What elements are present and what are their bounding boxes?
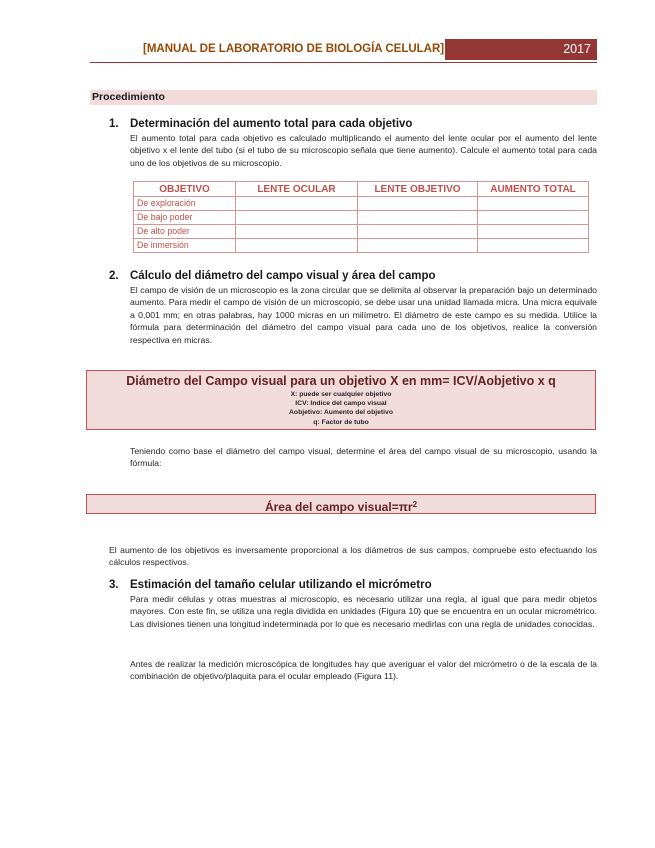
item-1-paragraph: El aumento total para cada objetivo es calculado multiplicando el aumento del lente ocular por el aumento del lente objetivo x el lente del tubo (si el tubo de su microscopio señala que tiene aumento). Calcule el aumento total para cada uno de los objetivos de su microscopio. [130, 133, 597, 168]
diameter-formula-box [86, 370, 596, 430]
item-3-paragraph-2: Antes de realizar la medición microscópica de longitudes hay que averiguar el valor del micrómetro o de la escala de la combinación de objetivo/plaquita para el ocular empleado (Figura 11). [130, 659, 597, 682]
table-cell[interactable] [478, 239, 589, 253]
table-cell[interactable] [478, 225, 589, 239]
table-row [134, 239, 589, 253]
formula-note: q: Factor de tubo [313, 418, 369, 426]
item-number: 3. [109, 579, 119, 591]
item-title: Estimación del tamaño celular utilizando el micrómetro [130, 579, 432, 591]
table-cell[interactable] [236, 197, 358, 211]
manual-title: [MANUAL DE LABORATORIO DE BIOLOGÍA CELULAR] [143, 43, 445, 55]
table-cell[interactable] [358, 239, 478, 253]
objective-cell: De alto poder [134, 225, 236, 239]
area-formula: Área del campo visual=πr [264, 500, 413, 514]
objective-cell: De exploración [134, 197, 236, 211]
diameter-formula: Diámetro del Campo visual para un objetivo X en mm= ICV/Aobjetivo x q [126, 374, 556, 388]
table-cell[interactable] [478, 211, 589, 225]
table-cell[interactable] [358, 197, 478, 211]
magnification-table [133, 181, 589, 253]
table-row [134, 211, 589, 225]
formula-note: ICV: Indice del campo visual [295, 400, 387, 408]
table-row [134, 225, 589, 239]
item-3-paragraph: Para medir células y otras muestras al microscopio, es necesario utilizar una regla, al igual que para medir objetos mayores. Con este fin, se utiliza una regla dividida en unidades (Figura 10) que se encuentra en un ocular micrométrico. Las divisiones tienen una longitud indeterminada por lo que es necesario medirlas con una regla de unidades conocidas. [130, 594, 597, 629]
table-cell[interactable] [358, 211, 478, 225]
header-year-bar [445, 39, 597, 60]
table-row [134, 197, 589, 211]
area-intro-paragraph: Teniendo como base el diámetro del campo visual, determine el área del campo visual de su microscopio, usando la fórmula: [130, 446, 597, 469]
objective-cell: De bajo poder [134, 211, 236, 225]
objective-cell: De inmersión [134, 239, 236, 253]
formula-note: X: puede ser cualquier objetivo [290, 391, 392, 398]
table-cell[interactable] [478, 197, 589, 211]
col-header: OBJETIVO [134, 182, 236, 197]
header-year: 2017 [563, 42, 591, 56]
section-heading: Procedimiento [90, 90, 597, 105]
area-formula-exponent: 2 [412, 500, 418, 509]
table-cell[interactable] [236, 239, 358, 253]
closing-paragraph: El aumento de los objetivos es inversamente proporcional a los diámetros de sus campos, compruebe esto efectuando los cálculos respectivos. [109, 545, 597, 568]
item-title: Determinación del aumento total para cada objetivo [130, 118, 413, 130]
table-cell[interactable] [236, 225, 358, 239]
col-header: LENTE OBJETIVO [358, 182, 478, 197]
item-2-paragraph: El campo de visión de un microscopio es la zona circular que se delimita al observar la preparación bajo un determinado aumento. Para medir el campo de visión de un microscopio, se debe usar una unidad llamada micra. Una micra equivale a 0,001 mm; en otras palabras, hay 1000 micras en un milímetro. El diámetro de este campo es su medida. Utilice la fórmula para determinación del diámetro del campo visual para cada uno de los objetivos, realice la conversión respectiva en micras. [130, 285, 597, 345]
col-header: LENTE OCULAR [236, 182, 358, 197]
table-cell[interactable] [236, 211, 358, 225]
item-number: 1. [109, 118, 119, 130]
item-number: 2. [109, 270, 119, 282]
area-formula-box [86, 494, 596, 514]
table-cell[interactable] [358, 225, 478, 239]
col-header: AUMENTO TOTAL [478, 182, 589, 197]
formula-note: Aobjetivo: Aumento del objetivo [289, 409, 393, 417]
item-title: Cálculo del diámetro del campo visual y área del campo [130, 270, 436, 282]
header-divider [90, 62, 597, 63]
table-header-row [134, 182, 589, 197]
